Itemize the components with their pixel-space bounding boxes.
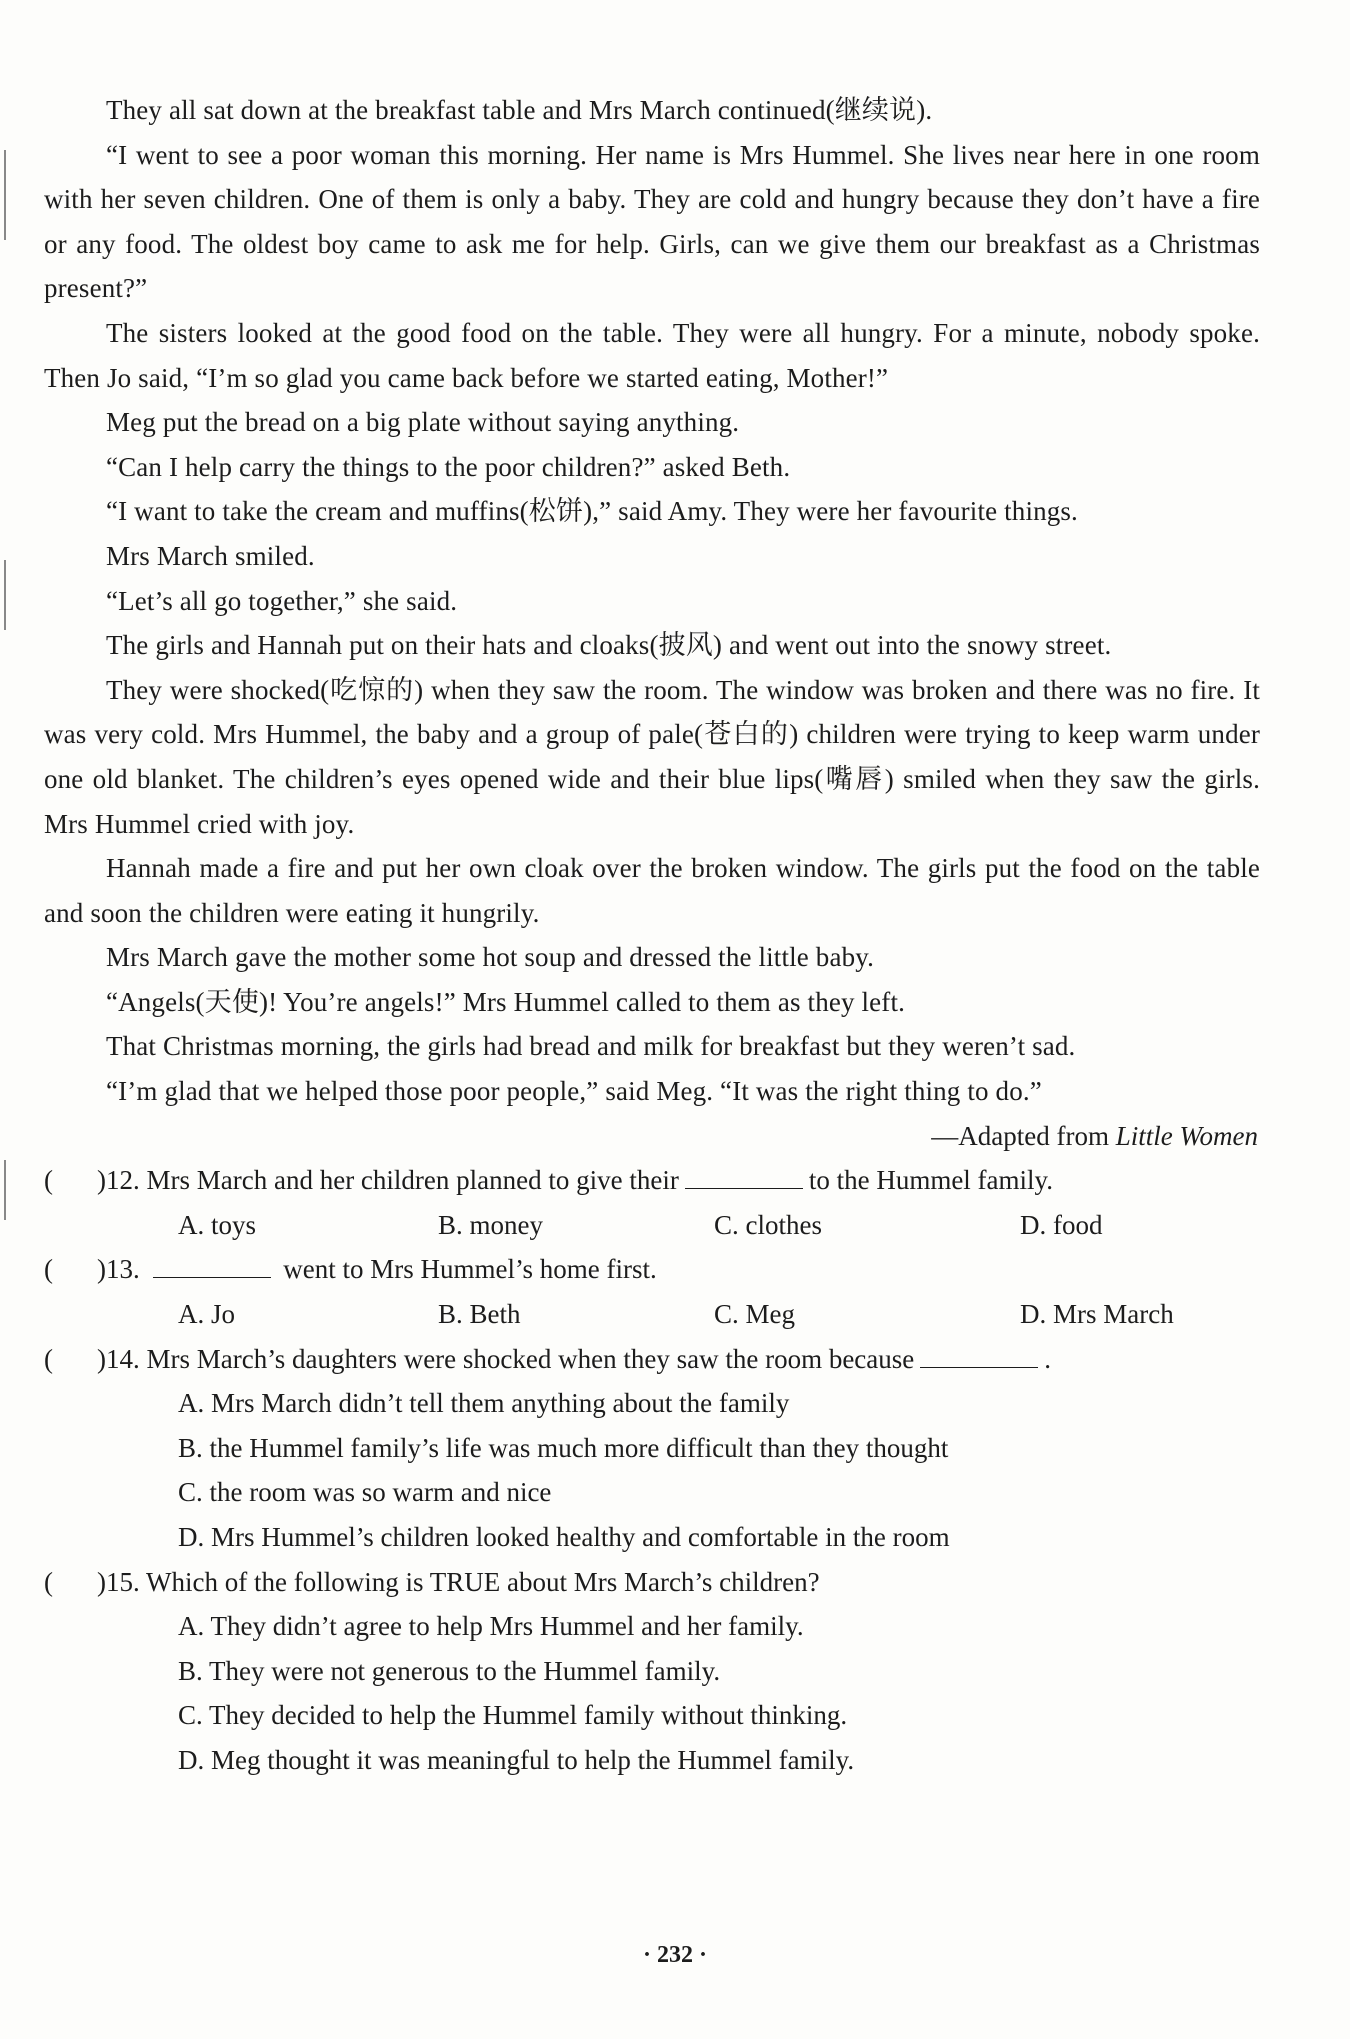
- source-title: Little Women: [1115, 1120, 1258, 1151]
- reading-passage: [44, 88, 1260, 1114]
- paragraph: “Angels(天使)! You’re angels!” Mrs Hummel called to them as they left.: [106, 986, 906, 1017]
- paragraph: “I went to see a poor woman this morning. Her name is Mrs Hummel. She lives near here in one room with her seven children. One of them is only a baby. They are cold and hungry because they don’t have a fire or any food. The oldest boy came to ask me for help. Girls, can we give them our breakfast as a Christmas present?”: [44, 139, 1260, 304]
- options-row: [44, 1203, 1260, 1248]
- scan-edge-mark: [4, 560, 6, 630]
- paragraph: Mrs March smiled.: [106, 540, 315, 571]
- option-c[interactable]: C. They decided to help the Hummel family without thinking.: [178, 1700, 848, 1731]
- question-13: [44, 1247, 1260, 1336]
- option-c[interactable]: C. the room was so warm and nice: [178, 1477, 552, 1508]
- question-15: [44, 1560, 1260, 1783]
- answer-bracket[interactable]: ( ): [44, 1254, 106, 1285]
- answer-blank: [153, 1249, 271, 1278]
- answer-bracket[interactable]: ( ): [44, 1566, 106, 1597]
- option-d[interactable]: D. Meg thought it was meaningful to help the Hummel family.: [178, 1744, 855, 1775]
- paragraph: “I want to take the cream and muffins(松饼),” said Amy. They were her favourite things.: [106, 496, 1078, 527]
- question-text: .: [1044, 1343, 1052, 1374]
- paragraph: Meg put the bread on a big plate without saying anything.: [106, 407, 740, 438]
- paragraph: “Can I help carry the things to the poor children?” asked Beth.: [106, 451, 791, 482]
- source-prefix: —Adapted from: [931, 1120, 1116, 1151]
- answer-bracket[interactable]: ( ): [44, 1165, 106, 1196]
- option-a[interactable]: A. Mrs March didn’t tell them anything about the family: [178, 1388, 790, 1419]
- paragraph: The sisters looked at the good food on the table. They were all hungry. For a minute, nobody spoke. Then Jo said, “I’m so glad you came back before we started eating, Mother!”: [44, 317, 1260, 393]
- question-text: Mrs March’s daughters were shocked when they saw the room because: [146, 1343, 915, 1374]
- option-d[interactable]: D. Mrs March: [1020, 1299, 1174, 1330]
- paragraph: Mrs March gave the mother some hot soup and dressed the little baby.: [106, 942, 875, 973]
- option-d[interactable]: D. food: [1020, 1209, 1103, 1240]
- option-d[interactable]: D. Mrs Hummel’s children looked healthy and comfortable in the room: [178, 1522, 950, 1552]
- question-number: 13.: [106, 1254, 140, 1285]
- option-c[interactable]: C. clothes: [714, 1209, 822, 1240]
- paragraph: “Let’s all go together,” she said.: [106, 585, 458, 616]
- answer-bracket[interactable]: ( ): [44, 1343, 106, 1374]
- paragraph: That Christmas morning, the girls had bread and milk for breakfast but they weren’t sad.: [106, 1031, 1076, 1062]
- option-b[interactable]: B. Beth: [438, 1299, 521, 1330]
- question-number: 14.: [106, 1343, 140, 1374]
- paragraph: The girls and Hannah put on their hats and cloaks(披风) and went out into the snowy street.: [106, 630, 1112, 661]
- options-row: [44, 1292, 1260, 1337]
- option-a[interactable]: A. toys: [178, 1209, 257, 1240]
- scan-edge-mark: [4, 150, 6, 240]
- scan-edge-mark: [4, 1160, 6, 1220]
- question-14: [44, 1337, 1260, 1560]
- paragraph: Hannah made a fire and put her own cloak over the broken window. The girls put the food on the table and soon the children were eating it hungrily.: [44, 853, 1260, 928]
- question-text: Mrs March and her children planned to give their: [146, 1165, 679, 1196]
- options-list: [44, 1604, 1260, 1782]
- question-text: Which of the following is TRUE about Mrs March’s children?: [146, 1566, 820, 1597]
- option-a[interactable]: A. They didn’t agree to help Mrs Hummel and her family.: [178, 1611, 804, 1642]
- option-c[interactable]: C. Meg: [714, 1299, 795, 1330]
- question-number: 12.: [106, 1165, 140, 1196]
- options-list: [44, 1381, 1260, 1559]
- page-number: · 232 ·: [642, 1942, 707, 1968]
- answer-blank: [685, 1160, 803, 1189]
- paragraph: They all sat down at the breakfast table and Mrs March continued(继续说).: [106, 95, 933, 125]
- questions-section: [44, 1158, 1260, 1782]
- source-attribution: [44, 1114, 1260, 1159]
- question-text: went to Mrs Hummel’s home first.: [283, 1254, 657, 1285]
- option-a[interactable]: A. Jo: [178, 1299, 236, 1330]
- question-number: 15.: [106, 1566, 140, 1597]
- paragraph: “I’m glad that we helped those poor people,” said Meg. “It was the right thing to do.”: [106, 1076, 1042, 1107]
- option-b[interactable]: B. They were not generous to the Hummel family.: [178, 1655, 721, 1686]
- option-b[interactable]: B. money: [438, 1209, 543, 1240]
- paragraph: They were shocked(吃惊的) when they saw the room. The window was broken and there was no fire. It was very cold. Mrs Hummel, the baby and a group of pale(苍白的) children were trying to keep warm under one old blanket. The children’s eyes opened wide and their blue lips(嘴唇) smiled when they saw the girls. Mrs Hummel cried with joy.: [44, 674, 1260, 839]
- question-12: [44, 1158, 1260, 1247]
- answer-blank: [920, 1339, 1038, 1368]
- question-text: to the Hummel family.: [808, 1165, 1054, 1196]
- option-b[interactable]: B. the Hummel family’s life was much more difficult than they thought: [178, 1432, 949, 1463]
